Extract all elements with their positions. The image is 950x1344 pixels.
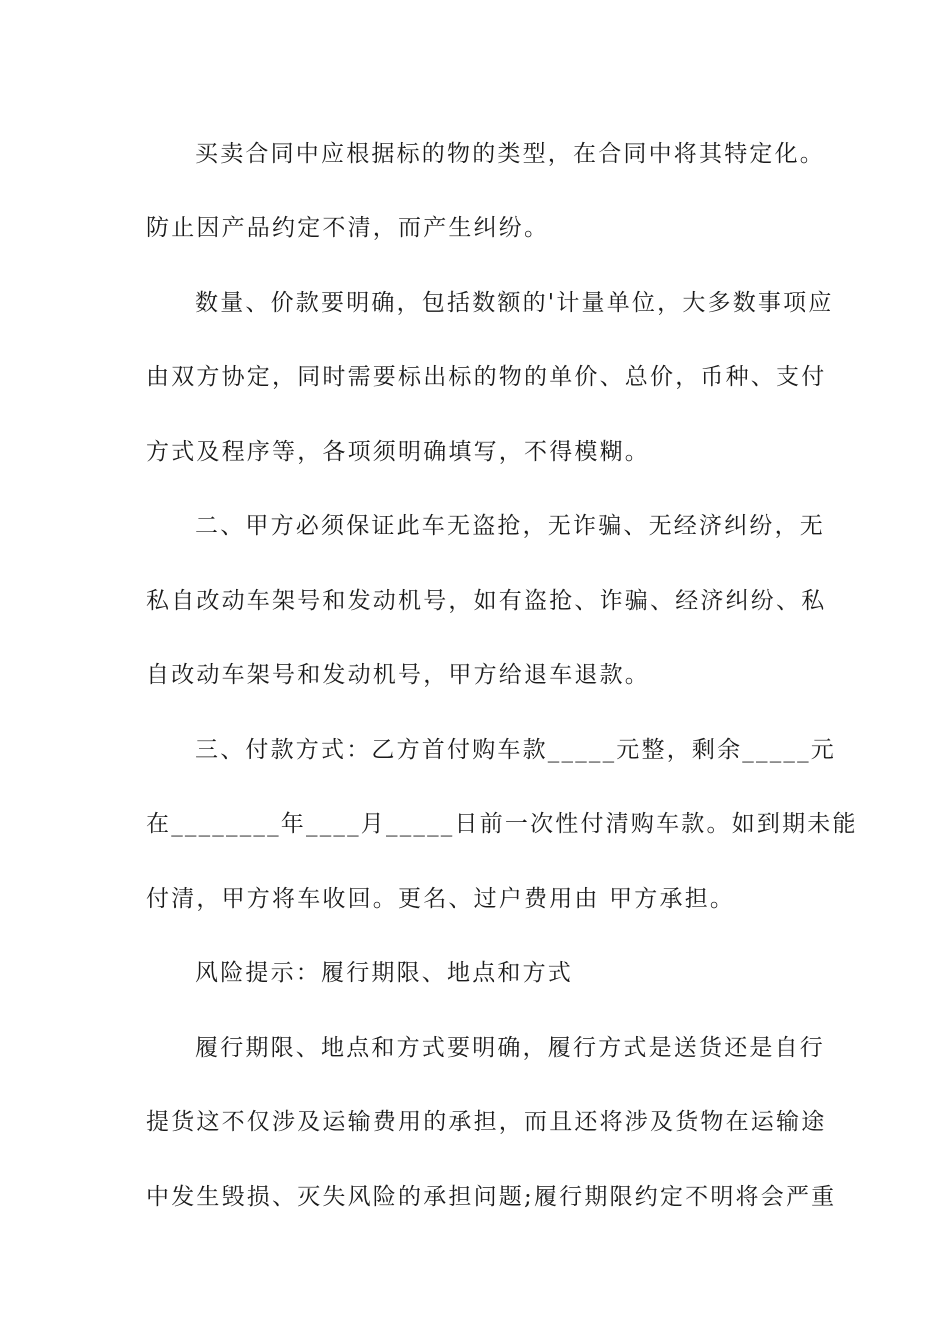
paragraph-line: 自改动车架号和发动机号，甲方给退车退款。	[146, 662, 650, 688]
paragraph-line: 私自改动车架号和发动机号，如有盗抢、诈骗、经济纠纷、私	[146, 588, 827, 614]
paragraph-line: 数量、价款要明确，包括数额的'计量单位，大多数事项应	[195, 290, 834, 316]
paragraph-line: 中发生毁损、灭失风险的承担问题;履行期限约定不明将会严重	[146, 1184, 837, 1210]
paragraph-line: 防止因产品约定不清，而产生纠纷。	[146, 215, 550, 241]
paragraph-line: 二、甲方必须保证此车无盗抢，无诈骗、无经济纠纷，无	[195, 513, 825, 539]
paragraph-line: 方式及程序等，各项须明确填写，不得模糊。	[146, 439, 650, 465]
paragraph-line: 履行期限、地点和方式要明确，履行方式是送货还是自行	[195, 1035, 825, 1061]
paragraph-line: 由双方协定，同时需要标出标的物的单价、总价，币种、支付	[146, 364, 827, 390]
paragraph-line: 提货这不仅涉及运输费用的承担，而且还将涉及货物在运输途	[146, 1109, 827, 1135]
paragraph-line: 三、付款方式：乙方首付购车款_____元整，剩余_____元	[195, 737, 836, 763]
paragraph-line: 在________年____月_____日前一次性付清购车款。如到期未能	[146, 811, 858, 837]
section-heading-line: 风险提示：履行期限、地点和方式	[195, 960, 573, 986]
paragraph-line: 买卖合同中应根据标的物的类型，在合同中将其特定化。	[195, 141, 825, 167]
paragraph-line: 付清，甲方将车收回。更名、过户费用由 甲方承担。	[146, 886, 736, 912]
